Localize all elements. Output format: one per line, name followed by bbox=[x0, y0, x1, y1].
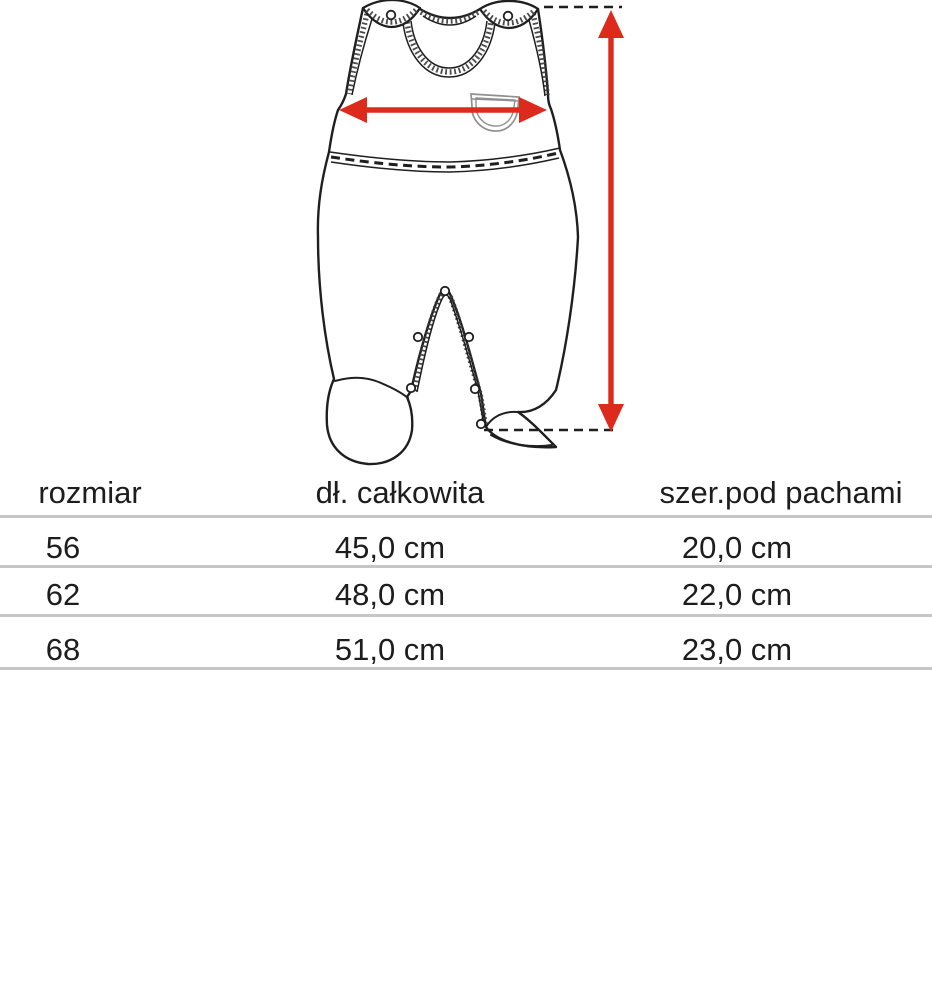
romper-drawing bbox=[318, 0, 578, 464]
length-arrow-bottom-head bbox=[598, 404, 624, 432]
cell-total-length: 51,0 cm bbox=[334, 631, 446, 667]
cell-size: 62 bbox=[45, 576, 81, 612]
crotch-snap bbox=[465, 333, 473, 341]
size-table-row bbox=[0, 568, 932, 617]
romper-measurement-diagram bbox=[0, 0, 932, 470]
crotch-snap bbox=[414, 333, 422, 341]
cell-total-length: 48,0 cm bbox=[334, 576, 446, 612]
size-table-row bbox=[0, 617, 932, 670]
length-arrow-shaft bbox=[608, 38, 613, 404]
crotch-snap bbox=[477, 420, 485, 428]
crotch-snap bbox=[407, 384, 415, 392]
col-header-underarm-width: szer.pod pachami bbox=[659, 475, 903, 510]
col-header-size: rozmiar bbox=[38, 475, 142, 510]
crotch-snap bbox=[441, 287, 449, 295]
size-table-header-row bbox=[0, 470, 932, 518]
col-header-total-length: dł. całkowita bbox=[315, 475, 485, 510]
cell-total-length: 45,0 cm bbox=[334, 530, 446, 565]
right-shoulder-snap bbox=[504, 12, 513, 21]
size-table-row bbox=[0, 518, 932, 568]
left-shoulder-snap bbox=[387, 11, 396, 20]
cell-underarm-width: 23,0 cm bbox=[681, 631, 793, 667]
cell-size: 56 bbox=[45, 530, 81, 565]
size-table bbox=[0, 470, 932, 670]
total-length-arrow bbox=[598, 10, 624, 432]
crotch-snap bbox=[471, 385, 479, 393]
cell-underarm-width: 20,0 cm bbox=[681, 530, 793, 565]
width-arrow-shaft bbox=[352, 107, 534, 112]
length-arrow-top-head bbox=[598, 10, 624, 38]
cell-size: 68 bbox=[45, 631, 81, 667]
cell-underarm-width: 22,0 cm bbox=[681, 576, 793, 612]
